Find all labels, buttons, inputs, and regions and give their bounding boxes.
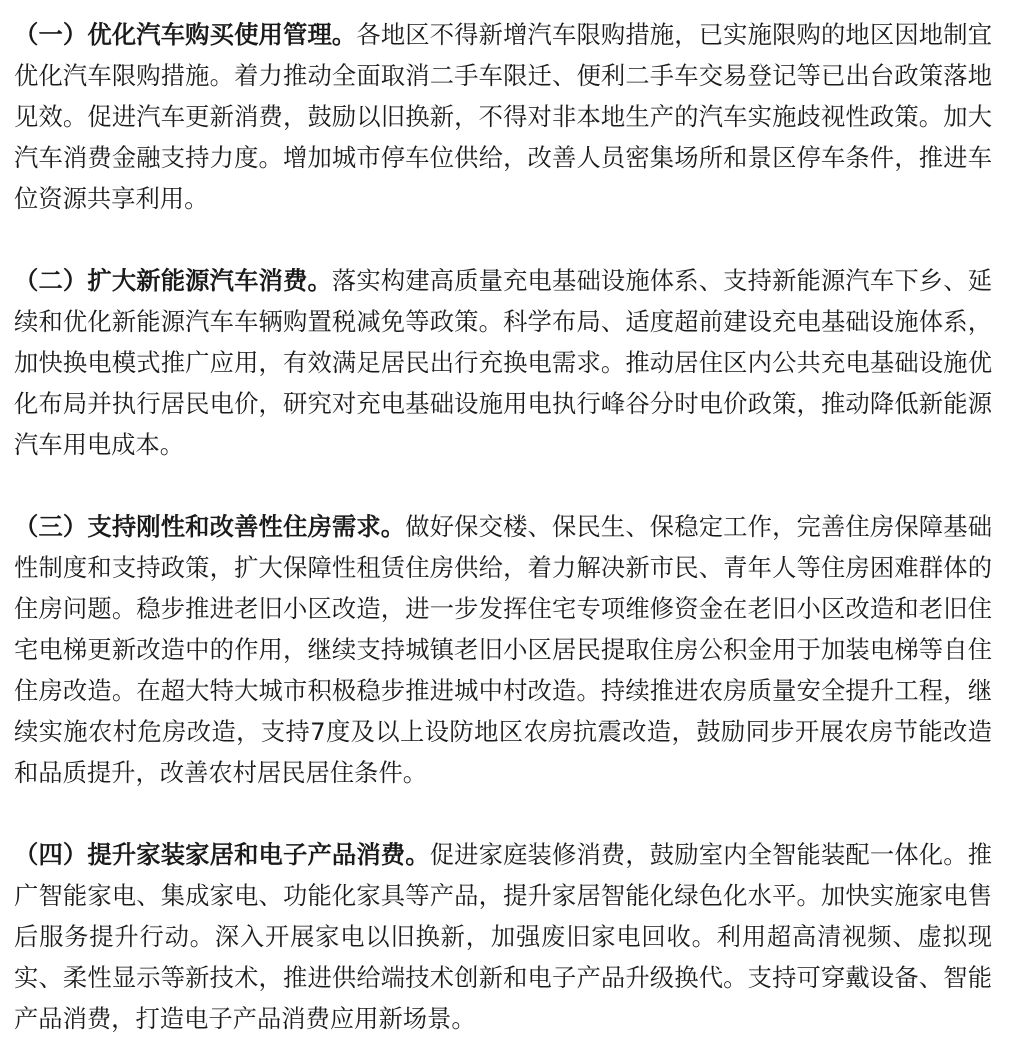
paragraph-1-heading: （一）优化汽车购买使用管理。 (14, 20, 357, 49)
paragraph-1-text: 各地区不得新增汽车限购措施，已实施限购的地区因地制宜优化汽车限购措施。着力推动全面取消二手车限迁、便利二手车交易登记等已出台政策落地见效。促进汽车更新消费，鼓励以旧换新，不得对非本地生产的汽车实施歧视性政策。加大汽车消费金融支持力度。增加城市停车位供给，改善人员密集场所和景区停车条件，推进车位资源共享利用。 (14, 20, 993, 213)
paragraph-4 (14, 834, 992, 1039)
paragraph-2-text: 落实构建高质量充电基础设施体系、支持新能源汽车下乡、延续和优化新能源汽车车辆购置税减免等政策。科学布局、适度超前建设充电基础设施体系，加快换电模式推广应用，有效满足居民出行充换电需求。推动居住区内公共充电基础设施优化布局并执行居民电价，研究对充电基础设施用电执行峰谷分时电价政策，推动降低新能源汽车用电成本。 (14, 266, 993, 459)
paragraph-3 (14, 506, 992, 793)
paragraph-1 (14, 14, 992, 219)
paragraph-3-heading: （三）支持刚性和改善性住房需求。 (14, 512, 406, 541)
paragraph-2 (14, 260, 992, 465)
paragraph-4-text: 促进家庭装修消费，鼓励室内全智能装配一体化。推广智能家电、集成家电、功能化家具等产品，提升家居智能化绿色化水平。加快实施家电售后服务提升行动。深入开展家电以旧换新，加强废旧家电回收。利用超高清视频、虚拟现实、柔性显示等新技术，推进供给端技术创新和电子产品升级换代。支持可穿戴设备、智能产品消费，打造电子产品消费应用新场景。 (14, 840, 992, 1033)
paragraph-2-heading: （二）扩大新能源汽车消费。 (14, 266, 332, 295)
document-body (14, 14, 992, 1039)
paragraph-3-text: 做好保交楼、保民生、保稳定工作，完善住房保障基础性制度和支持政策，扩大保障性租赁住房供给，着力解决新市民、青年人等住房困难群体的住房问题。稳步推进老旧小区改造，进一步发挥住宅专项维修资金在老旧小区改造和老旧住宅电梯更新改造中的作用，继续支持城镇老旧小区居民提取住房公积金用于加装电梯等自住住房改造。在超大特大城市积极稳步推进城中村改造。持续推进农房质量安全提升工程，继续实施农村危房改造，支持7度及以上设防地区农房抗震改造，鼓励同步开展农房节能改造和品质提升，改善农村居民居住条件。 (14, 512, 993, 787)
paragraph-4-heading: （四）提升家装家居和电子产品消费。 (14, 840, 430, 869)
